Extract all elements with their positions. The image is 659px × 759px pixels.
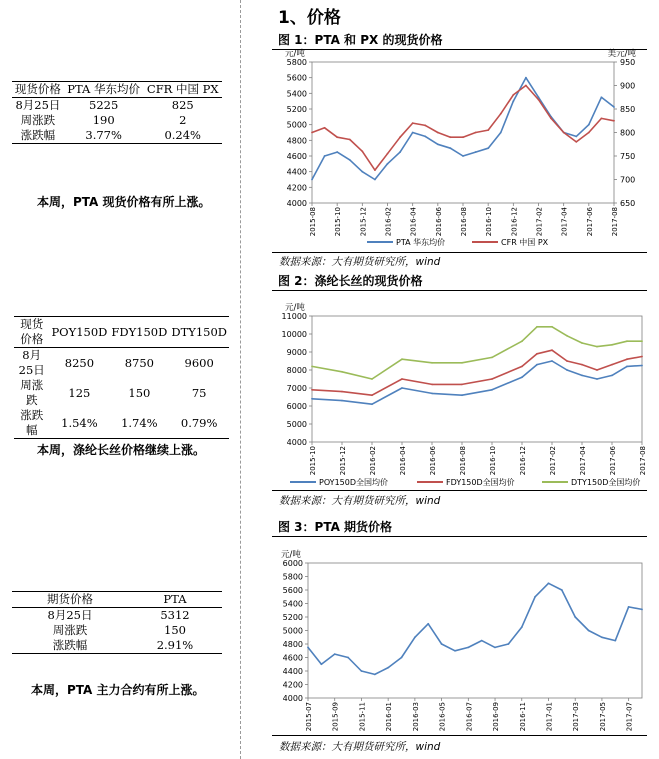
- table-cell: 周涨跌: [20, 113, 56, 127]
- table-cell: 8月25日: [15, 98, 61, 112]
- data-point: [401, 657, 403, 659]
- data-point: [628, 606, 630, 608]
- table-cell: 8月25日: [18, 348, 45, 377]
- y-tick-label: 4600: [282, 653, 303, 663]
- data-point: [450, 136, 452, 138]
- chart1-top-rule: [272, 49, 647, 50]
- x-tick-label: 2016-08: [460, 207, 468, 237]
- data-point: [401, 378, 403, 380]
- y-tick-label: 4400: [282, 667, 303, 676]
- x-tick-label: 2017-07: [625, 702, 634, 732]
- x-tick-label: 2015-12: [359, 207, 368, 237]
- data-point: [311, 366, 313, 368]
- data-point: [641, 356, 643, 358]
- data-point: [401, 387, 403, 389]
- table-cell: 0.24%: [143, 128, 222, 144]
- x-tick-label: 2016-04: [399, 446, 407, 476]
- data-point: [563, 132, 565, 134]
- x-tick-label: 2016-05: [438, 702, 447, 732]
- data-point: [575, 136, 577, 138]
- table-cell: 涨跌幅: [12, 128, 64, 144]
- data-point: [601, 96, 603, 98]
- x-tick-label: 2016-10: [489, 446, 497, 476]
- y-tick-label: 5000: [286, 420, 307, 429]
- table-cell: 3.77%: [64, 128, 144, 144]
- x-tick-label: 2017-08: [611, 207, 619, 237]
- data-point: [361, 171, 363, 173]
- chart1-bottom-rule: [272, 252, 647, 253]
- legend-label: PTA 华东均价: [396, 238, 446, 247]
- y2-tick-label: 750: [620, 152, 636, 161]
- y-tick-label: 6000: [282, 559, 303, 568]
- data-point: [536, 353, 538, 355]
- data-point: [374, 169, 376, 171]
- chart1-pta-px-spot: [272, 49, 647, 252]
- y2-tick-label: 650: [620, 199, 636, 208]
- x-tick-label: 2016-02: [369, 446, 377, 476]
- x-tick-label: 2016-03: [411, 702, 420, 732]
- chart2-source: 数据来源：大有期货研究所，wind: [279, 495, 441, 507]
- data-point: [581, 364, 583, 366]
- data-point: [307, 646, 309, 648]
- data-point: [431, 362, 433, 364]
- data-point: [536, 326, 538, 328]
- data-point: [371, 378, 373, 380]
- table-row: [12, 128, 222, 144]
- data-point: [491, 378, 493, 380]
- pta-futures-note: 本周，PTA 主力合约有所上涨。: [31, 683, 205, 697]
- y-axis-label: 元/吨: [281, 550, 301, 560]
- chart2-title: 图 2：涤纶长丝的现货价格: [278, 274, 423, 288]
- data-point: [427, 623, 429, 625]
- chart1-title: 图 1：PTA 和 PX 的现货价格: [278, 33, 443, 47]
- data-point: [487, 147, 489, 149]
- table-cell: 8750: [124, 355, 154, 370]
- x-tick-label: 2015-12: [339, 446, 347, 476]
- x-tick-label: 2015-09: [331, 702, 340, 732]
- table-cell: 8250: [64, 355, 95, 370]
- table-cell: 9600: [184, 355, 214, 370]
- data-point: [551, 326, 553, 328]
- data-point: [475, 132, 477, 134]
- chart3-title: 图 3：PTA 期货价格: [278, 520, 393, 534]
- data-point: [361, 670, 363, 672]
- data-point: [374, 673, 376, 675]
- data-point: [525, 77, 527, 79]
- data-point: [491, 357, 493, 359]
- data-point: [512, 94, 514, 96]
- data-point: [437, 143, 439, 145]
- y-tick-label: 5600: [282, 586, 303, 595]
- data-point: [412, 122, 414, 124]
- polyester-spot-note: 本周，涤纶长丝价格继续上涨。: [37, 443, 206, 457]
- data-point: [399, 136, 401, 138]
- x-tick-label: 2017-05: [598, 702, 607, 732]
- data-point: [412, 132, 414, 134]
- data-point: [311, 389, 313, 391]
- data-point: [387, 153, 389, 155]
- data-point: [626, 366, 628, 368]
- table-cell: 8月25日: [47, 608, 93, 622]
- data-point: [536, 364, 538, 366]
- table-cell: 825: [171, 98, 194, 112]
- data-point: [454, 650, 456, 652]
- data-point: [481, 640, 483, 642]
- table-row: [12, 608, 222, 624]
- series-line-1: [312, 350, 642, 395]
- data-point: [461, 362, 463, 364]
- data-point: [424, 136, 426, 138]
- y-tick-label: 5200: [282, 613, 303, 622]
- table-cell: 75: [191, 385, 207, 400]
- data-point: [551, 349, 553, 351]
- data-point: [414, 636, 416, 638]
- x-tick-label: 2015-07: [305, 702, 313, 732]
- data-point: [341, 400, 343, 402]
- data-point: [566, 369, 568, 371]
- data-point: [574, 616, 576, 618]
- y-tick-label: 10000: [281, 330, 307, 339]
- data-point: [491, 389, 493, 391]
- y-tick-label: 5200: [286, 105, 307, 114]
- data-point: [441, 643, 443, 645]
- y-tick-label: 5000: [286, 120, 307, 130]
- data-point: [475, 151, 477, 153]
- series-line-0: [312, 78, 614, 180]
- data-point: [611, 375, 613, 377]
- data-point: [566, 335, 568, 337]
- chart3-top-rule: [272, 536, 647, 537]
- polyester-spot-table: [14, 316, 229, 439]
- table-row: [12, 98, 222, 114]
- table-cell: 2.91%: [128, 638, 222, 654]
- data-point: [551, 360, 553, 362]
- series-line-1: [312, 86, 614, 171]
- table-header-cell: DTY150D: [169, 317, 229, 348]
- y2-tick-label: 900: [620, 81, 636, 91]
- table-cell: 涨跌幅: [12, 638, 128, 654]
- x-tick-label: 2017-08: [639, 446, 647, 476]
- data-point: [399, 151, 401, 153]
- data-point: [611, 344, 613, 346]
- data-point: [401, 358, 403, 360]
- data-point: [349, 139, 351, 141]
- data-point: [596, 378, 598, 380]
- y2-tick-label: 800: [620, 128, 636, 138]
- data-point: [311, 398, 313, 400]
- chart3-source: 数据来源：大有期货研究所，wind: [279, 741, 441, 753]
- data-point: [588, 124, 590, 126]
- legend-label: FDY150D全国均价: [446, 478, 515, 487]
- y2-axis-label: 美元/吨: [607, 49, 636, 59]
- chart2-top-rule: [272, 290, 647, 291]
- data-point: [581, 342, 583, 344]
- x-tick-label: 2017-02: [549, 446, 557, 476]
- data-point: [320, 663, 322, 665]
- data-point: [500, 113, 502, 115]
- y-tick-label: 5000: [282, 626, 303, 636]
- data-point: [538, 99, 540, 101]
- y-axis-label: 元/吨: [285, 49, 305, 59]
- legend-label: CFR 中国 PX: [501, 238, 549, 247]
- table-header-cell: PTA 华东均价: [64, 82, 144, 98]
- table-cell: 2: [179, 113, 187, 127]
- data-point: [387, 667, 389, 669]
- table-cell: 涨跌幅: [14, 408, 49, 439]
- y-tick-label: 4800: [282, 640, 303, 649]
- data-point: [508, 643, 510, 645]
- data-point: [450, 147, 452, 149]
- table-header-cell: 现货价格: [12, 82, 64, 98]
- data-point: [613, 120, 615, 122]
- section-heading: 1、价格: [278, 8, 341, 28]
- y-tick-label: 11000: [281, 312, 307, 321]
- table-header-cell: CFR 中国 PX: [143, 82, 222, 98]
- data-point: [462, 155, 464, 157]
- data-point: [611, 364, 613, 366]
- data-point: [512, 100, 514, 102]
- table-row: [14, 408, 229, 439]
- data-point: [548, 582, 550, 584]
- series-line-2: [312, 327, 642, 379]
- table-cell: 150: [164, 623, 186, 637]
- chart3-bottom-rule: [272, 735, 647, 736]
- y-tick-label: 4800: [286, 136, 307, 146]
- data-point: [324, 155, 326, 157]
- data-point: [641, 609, 643, 611]
- chart3-pta-futures: [272, 538, 647, 734]
- table-cell: 1.54%: [49, 408, 109, 439]
- table-cell: 125: [68, 385, 91, 400]
- data-point: [461, 394, 463, 396]
- data-point: [614, 640, 616, 642]
- x-tick-label: 2016-02: [384, 207, 393, 237]
- data-point: [431, 384, 433, 386]
- y-tick-label: 4400: [286, 167, 307, 177]
- x-tick-label: 2016-11: [518, 702, 527, 732]
- data-point: [588, 630, 590, 632]
- y2-tick-label: 950: [620, 58, 636, 67]
- chart1-source: 数据来源：大有期货研究所，wind: [279, 256, 441, 268]
- data-point: [341, 371, 343, 373]
- data-point: [521, 366, 523, 368]
- y-tick-label: 4000: [286, 438, 307, 447]
- plot-frame: [308, 563, 642, 698]
- x-tick-label: 2017-04: [560, 207, 569, 237]
- x-tick-label: 2016-08: [459, 446, 467, 476]
- data-point: [487, 129, 489, 131]
- y-tick-label: 7000: [286, 384, 307, 393]
- chart2-polyester-spot: [272, 292, 647, 492]
- x-tick-label: 2015-08: [309, 207, 317, 237]
- column-divider: [240, 0, 241, 759]
- y2-tick-label: 850: [620, 105, 636, 114]
- x-tick-label: 2017-03: [572, 702, 581, 732]
- x-tick-label: 2017-01: [545, 702, 554, 732]
- pta-spot-table: [12, 81, 222, 144]
- pta-spot-note: 本周，PTA 现货价格有所上涨。: [37, 195, 211, 209]
- data-point: [462, 136, 464, 138]
- x-tick-label: 2017-02: [535, 207, 544, 237]
- data-point: [437, 132, 439, 134]
- table-row: [14, 378, 229, 408]
- y-tick-label: 5600: [286, 73, 307, 83]
- data-point: [467, 646, 469, 648]
- x-tick-label: 2016-12: [519, 446, 527, 476]
- data-point: [641, 365, 643, 367]
- y-axis-label: 元/吨: [285, 303, 305, 313]
- table-row: [12, 638, 222, 654]
- x-tick-label: 2016-07: [465, 702, 474, 732]
- data-point: [525, 85, 527, 87]
- data-point: [387, 163, 389, 165]
- data-point: [374, 179, 376, 181]
- y2-tick-label: 700: [620, 175, 636, 185]
- data-point: [311, 179, 313, 181]
- data-point: [431, 393, 433, 395]
- table-cell: 周涨跌: [52, 623, 88, 637]
- data-point: [626, 340, 628, 342]
- table-header-cell: FDY150D: [109, 317, 169, 348]
- table-cell: 1.74%: [109, 408, 169, 439]
- series-line-0: [308, 583, 642, 674]
- x-tick-label: 2016-06: [429, 446, 437, 476]
- table-header-cell: PTA: [128, 592, 222, 608]
- x-tick-label: 2015-10: [334, 207, 343, 237]
- data-point: [521, 376, 523, 378]
- table-cell: 5312: [160, 608, 190, 622]
- data-point: [336, 151, 338, 153]
- series-line-0: [312, 361, 642, 404]
- data-point: [581, 375, 583, 377]
- data-point: [500, 132, 502, 134]
- y-tick-label: 9000: [286, 348, 307, 357]
- data-point: [341, 391, 343, 393]
- data-point: [334, 653, 336, 655]
- data-point: [521, 626, 523, 628]
- table-row: [12, 113, 222, 128]
- data-point: [641, 340, 643, 342]
- data-point: [494, 646, 496, 648]
- y-tick-label: 4000: [286, 199, 307, 208]
- data-point: [349, 159, 351, 161]
- table-cell: 5225: [89, 98, 119, 112]
- table-header-cell: 期货价格: [12, 592, 128, 608]
- data-point: [588, 132, 590, 134]
- x-tick-label: 2015-11: [358, 702, 367, 732]
- x-tick-label: 2017-06: [585, 207, 594, 237]
- data-point: [361, 150, 363, 152]
- x-tick-label: 2016-10: [485, 207, 494, 237]
- x-tick-label: 2016-12: [510, 206, 519, 237]
- table-cell: 190: [92, 113, 115, 127]
- data-point: [534, 596, 536, 598]
- plot-frame: [312, 62, 614, 203]
- table-row: [12, 623, 222, 638]
- data-point: [371, 394, 373, 396]
- data-point: [336, 136, 338, 138]
- table-header-cell: POY150D: [49, 317, 109, 348]
- legend-label: DTY150D全国均价: [571, 478, 641, 487]
- data-point: [324, 127, 326, 129]
- y-tick-label: 5800: [286, 58, 307, 67]
- data-point: [371, 403, 373, 405]
- data-point: [521, 340, 523, 342]
- y-tick-label: 5800: [282, 572, 303, 582]
- data-point: [347, 657, 349, 659]
- y-tick-label: 5400: [282, 599, 303, 609]
- data-point: [561, 589, 563, 591]
- plot-frame: [312, 316, 642, 442]
- data-point: [461, 384, 463, 386]
- table-cell: 周涨跌: [20, 378, 44, 407]
- x-tick-label: 2016-06: [434, 207, 443, 237]
- x-tick-label: 2015-10: [309, 446, 317, 476]
- y-tick-label: 5400: [286, 89, 307, 99]
- data-point: [596, 346, 598, 348]
- legend-label: POY150D全国均价: [319, 478, 388, 487]
- x-tick-label: 2017-06: [609, 446, 617, 476]
- table-header-cell: 现货价格: [14, 317, 49, 348]
- table-cell: 0.79%: [169, 408, 229, 439]
- data-point: [566, 360, 568, 362]
- data-point: [626, 358, 628, 360]
- data-point: [601, 636, 603, 638]
- y-tick-label: 4200: [282, 680, 303, 690]
- table-cell: 150: [128, 385, 151, 400]
- y-tick-label: 4200: [286, 183, 307, 193]
- x-tick-label: 2016-09: [492, 702, 501, 732]
- data-point: [550, 118, 552, 120]
- data-point: [601, 118, 603, 120]
- x-tick-label: 2016-04: [409, 207, 418, 237]
- data-point: [613, 106, 615, 108]
- y-tick-label: 6000: [286, 402, 307, 411]
- x-tick-label: 2017-04: [579, 446, 587, 476]
- y-tick-label: 8000: [286, 366, 307, 375]
- data-point: [575, 141, 577, 143]
- chart2-bottom-rule: [272, 490, 647, 491]
- table-row: [14, 348, 229, 379]
- pta-futures-table: [12, 591, 222, 654]
- y-tick-label: 4000: [282, 694, 303, 703]
- data-point: [424, 125, 426, 127]
- data-point: [596, 369, 598, 371]
- x-tick-label: 2016-01: [385, 702, 394, 732]
- data-point: [311, 132, 313, 134]
- y-tick-label: 4600: [286, 152, 307, 161]
